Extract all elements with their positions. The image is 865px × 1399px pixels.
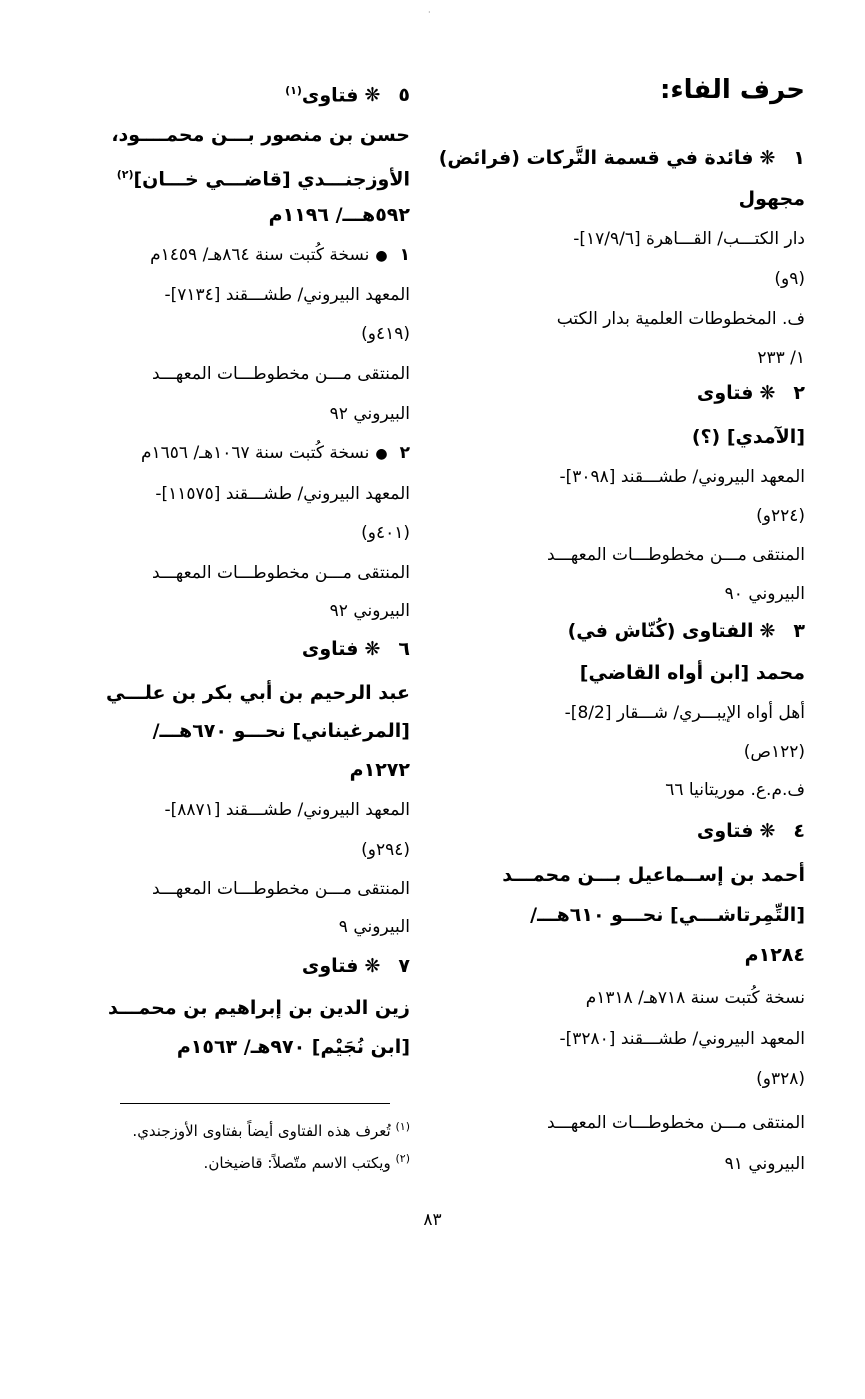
holding-line: دار الكتـــب/ القـــاهرة [١٧/٩/٦]- bbox=[573, 229, 805, 249]
holding-line: أهل أواه الإيبـــري/ شـــقار [8/2]- bbox=[564, 703, 805, 723]
footnote-2 bbox=[204, 1152, 410, 1172]
entry-7-title-line bbox=[302, 953, 410, 979]
catalog-line: المنتقى مـــن مخطوطـــات المعهـــد bbox=[546, 545, 805, 565]
entry-title: فائدة في قسمة التَّركات (فرائض) bbox=[438, 147, 754, 169]
copy-date-line: نسخة كُتبت سنة ٧١٨هـ/ ١٣١٨م bbox=[585, 988, 805, 1008]
scan-mark: · bbox=[428, 8, 431, 17]
holding-line: المعهد البيروني/ طشـــقند [٧١٣٤]- bbox=[164, 285, 410, 305]
footnote-ref: (٢) bbox=[116, 168, 134, 181]
entry-author: الأوزجنـــدي [قاضـــي خـــان] bbox=[133, 168, 410, 191]
footnote-marker: (١) bbox=[395, 1120, 410, 1133]
entry-author: مجهول bbox=[738, 188, 805, 210]
catalog-ref: البيروني ٩٠ bbox=[724, 584, 805, 604]
folio-line: (٢٢٤و) bbox=[756, 506, 805, 526]
entry-number: ٦ bbox=[398, 638, 410, 660]
entry-author: عبد الرحيم بن أبي بكر بن علـــي bbox=[106, 682, 410, 704]
copy-number: ١ bbox=[399, 245, 410, 265]
catalog-ref: ١/ ٢٣٣ bbox=[757, 348, 805, 368]
entry-title: فتاوى bbox=[696, 820, 754, 842]
section-heading: حرف الفاء: bbox=[659, 75, 805, 105]
star-icon: ❋ bbox=[364, 84, 381, 107]
entry-1-title-line bbox=[439, 145, 805, 171]
star-icon: ❋ bbox=[759, 147, 776, 169]
entry-title: فتاوى bbox=[301, 638, 359, 660]
entry-number: ٧ bbox=[398, 955, 410, 977]
catalog-ref: البيروني ٩٢ bbox=[329, 404, 410, 424]
page-number: ٨٣ bbox=[423, 1210, 442, 1230]
entry-author: محمد [ابن أواه القاضي] bbox=[579, 662, 805, 684]
catalog-ref: البيروني ٩ bbox=[338, 917, 410, 937]
entry-4-title-line bbox=[697, 818, 805, 844]
holding-line: المعهد البيروني/ طشـــقند [٨٨٧١]- bbox=[164, 800, 410, 820]
entry-number: ٣ bbox=[793, 620, 805, 642]
catalog-line: المنتقى مـــن مخطوطـــات المعهـــد bbox=[151, 364, 410, 384]
footnote-text: ويكتب الاسم متّصلاً: قاضيخان. bbox=[203, 1154, 391, 1172]
star-icon: ❋ bbox=[759, 820, 776, 842]
folio-line: (٤٠١و) bbox=[361, 523, 410, 543]
footnote-ref: (١) bbox=[285, 84, 302, 97]
entry-author-date: ٥٩٢هـــ/ ١١٩٦م bbox=[268, 204, 410, 226]
entry-title: فتاوى bbox=[696, 382, 754, 404]
catalog-line: المنتقى مـــن مخطوطـــات المعهـــد bbox=[151, 563, 410, 583]
entry-author-date: ١٢٨٤م bbox=[744, 944, 805, 966]
entry-author: زين الدين بن إبراهيم بن محمـــد bbox=[107, 997, 410, 1019]
catalog-line: ف. المخطوطات العلمية بدار الكتب bbox=[556, 309, 805, 329]
footnote-1 bbox=[132, 1120, 410, 1140]
catalog-ref: البيروني ٩١ bbox=[724, 1154, 805, 1174]
catalog-line: المنتقى مـــن مخطوطـــات المعهـــد bbox=[546, 1113, 805, 1133]
catalog-line: المنتقى مـــن مخطوطـــات المعهـــد bbox=[151, 879, 410, 899]
entry-number: ١ bbox=[793, 147, 805, 169]
footnote-text: تُعرف هذه الفتاوى أيضاً بفتاوى الأوزجندي. bbox=[132, 1122, 391, 1140]
folio-line: (٩و) bbox=[774, 269, 805, 289]
folio-line: (٤١٩و) bbox=[361, 324, 410, 344]
entry-title: الفتاوى (كُنّاش في) bbox=[567, 620, 754, 642]
catalog-ref: البيروني ٩٢ bbox=[329, 601, 410, 621]
footnote-marker: (٢) bbox=[395, 1152, 410, 1165]
holding-line: المعهد البيروني/ طشـــقند [٣٢٨٠]- bbox=[559, 1029, 805, 1049]
copy-date-line: نسخة كُتبت سنة ٨٦٤هـ/ ١٤٥٩م bbox=[150, 245, 370, 265]
entry-author: [التِّمِرتاشـــي] نحـــو ٦١٠هـــ/ bbox=[530, 904, 805, 926]
copy-2-line bbox=[141, 440, 410, 467]
folio-line: (١٢٢ص) bbox=[743, 742, 805, 762]
entry-number: ٢ bbox=[793, 382, 805, 404]
entry-author-line bbox=[117, 162, 410, 192]
star-icon: ❋ bbox=[364, 955, 381, 977]
entry-author-date: ١٢٧٢م bbox=[349, 759, 410, 781]
bullet-icon: ● bbox=[375, 248, 388, 264]
entry-3-title-line bbox=[568, 618, 805, 644]
copy-1-line bbox=[150, 242, 410, 269]
catalog-line: ف.م.ع. موريتانيا ٦٦ bbox=[665, 780, 805, 800]
entry-author: [المرغيناني] نحـــو ٦٧٠هـــ/ bbox=[152, 720, 410, 742]
star-icon: ❋ bbox=[759, 382, 776, 404]
bullet-icon: ● bbox=[375, 446, 388, 462]
entry-author: [الآمدي] (؟) bbox=[691, 426, 805, 448]
entry-number: ٥ bbox=[398, 84, 410, 107]
star-icon: ❋ bbox=[364, 638, 381, 660]
entry-author: حسن بن منصور بـــن محمــــود، bbox=[111, 124, 410, 146]
entry-number: ٤ bbox=[793, 820, 805, 842]
folio-line: (٣٢٨و) bbox=[756, 1069, 805, 1089]
holding-line: المعهد البيروني/ طشـــقند [٣٠٩٨]- bbox=[559, 467, 805, 487]
entry-title: فتاوى bbox=[301, 84, 359, 107]
entry-title: فتاوى bbox=[301, 955, 359, 977]
copy-number: ٢ bbox=[399, 443, 410, 463]
entry-author-date: [ابن نُجَيْم] ٩٧٠هـ/ ١٥٦٣م bbox=[176, 1036, 410, 1058]
copy-date-line: نسخة كُتبت سنة ١٠٦٧هـ/ ١٦٥٦م bbox=[140, 443, 370, 463]
footnote-divider bbox=[120, 1103, 390, 1104]
entry-6-title-line bbox=[302, 636, 410, 662]
holding-line: المعهد البيروني/ طشـــقند [١١٥٧٥]- bbox=[155, 484, 410, 504]
entry-2-title-line bbox=[697, 380, 805, 406]
entry-5-title-line bbox=[285, 78, 410, 108]
entry-author: أحمد بن إســماعيل بـــن محمـــد bbox=[502, 864, 805, 886]
folio-line: (٢٩٤و) bbox=[361, 840, 410, 860]
star-icon: ❋ bbox=[759, 620, 776, 642]
